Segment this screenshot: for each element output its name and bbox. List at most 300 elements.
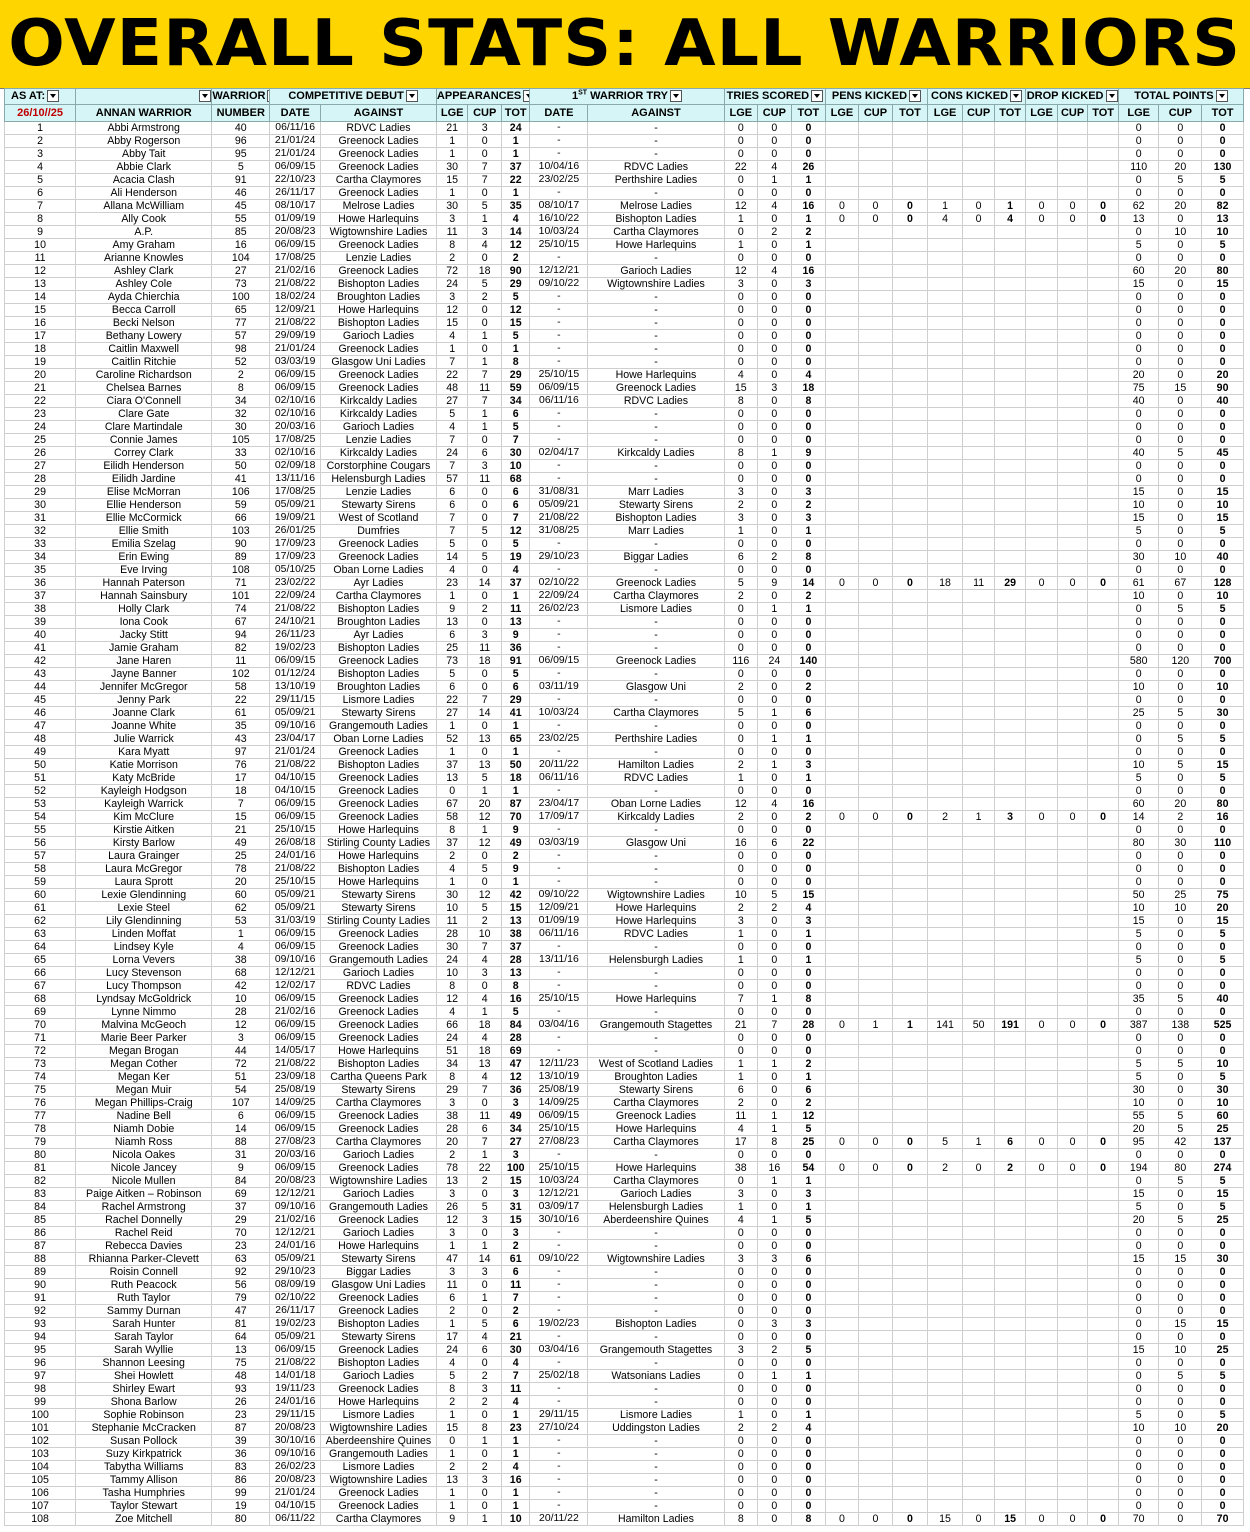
pens-tot-cell[interactable]: 0	[893, 811, 928, 824]
points-tot-cell[interactable]: 20	[1202, 1422, 1244, 1435]
debut-date-cell[interactable]: 05/09/21	[270, 889, 321, 902]
first-try-date-cell[interactable]: 03/09/17	[530, 1201, 588, 1214]
cons-lge-cell[interactable]	[927, 499, 963, 512]
tries-tot-cell[interactable]: 0	[791, 460, 826, 473]
warrior-number-cell[interactable]: 60	[212, 889, 270, 902]
app-lge-cell[interactable]: 51	[436, 1045, 468, 1058]
pens-tot-cell[interactable]: 0	[893, 200, 928, 213]
cons-lge-cell[interactable]: 141	[927, 1019, 963, 1032]
tries-cup-cell[interactable]: 0	[758, 876, 792, 889]
first-try-date-cell[interactable]: 09/10/22	[530, 889, 588, 902]
app-lge-cell[interactable]: 6	[436, 681, 468, 694]
debut-against-cell[interactable]: Broughton Ladies	[321, 291, 437, 304]
first-try-date-cell[interactable]: 03/11/19	[530, 681, 588, 694]
cons-lge-cell[interactable]	[927, 616, 963, 629]
app-tot-cell[interactable]: 9	[501, 824, 529, 837]
debut-against-cell[interactable]: Corstorphine Cougars	[321, 460, 437, 473]
warrior-name-cell[interactable]: Paige Aitken – Robinson	[76, 1188, 212, 1201]
warrior-name-cell[interactable]: Rhianna Parker-Clevett	[76, 1253, 212, 1266]
app-lge-cell[interactable]: 4	[436, 863, 468, 876]
drops-cup-cell[interactable]	[1057, 798, 1087, 811]
drops-cup-cell[interactable]	[1057, 239, 1087, 252]
cons-tot-cell[interactable]	[994, 148, 1026, 161]
pens-tot-cell[interactable]	[893, 304, 928, 317]
pens-lge-cell[interactable]	[826, 1097, 859, 1110]
tries-tot-cell[interactable]: 16	[791, 265, 826, 278]
points-lge-cell[interactable]: 0	[1118, 629, 1159, 642]
debut-date-cell[interactable]: 05/09/21	[270, 707, 321, 720]
cons-lge-cell[interactable]	[927, 967, 963, 980]
warrior-number-cell[interactable]: 49	[212, 837, 270, 850]
app-tot-cell[interactable]: 29	[501, 694, 529, 707]
cons-lge-cell[interactable]	[927, 1175, 963, 1188]
debut-against-cell[interactable]: Cartha Claymores	[321, 1097, 437, 1110]
tries-tot-cell[interactable]: 0	[791, 850, 826, 863]
tries-lge-cell[interactable]: 3	[724, 915, 758, 928]
warrior-name-cell[interactable]: Eve Irving	[76, 564, 212, 577]
drops-cup-cell[interactable]	[1057, 668, 1087, 681]
warrior-name-cell[interactable]: Megan Phillips-Craig	[76, 1097, 212, 1110]
row-index-cell[interactable]: 7	[5, 200, 76, 213]
pens-tot-cell[interactable]	[893, 382, 928, 395]
pens-tot-cell[interactable]	[893, 642, 928, 655]
drops-tot-cell[interactable]	[1088, 759, 1119, 772]
tries-tot-cell[interactable]: 18	[791, 382, 826, 395]
app-tot-cell[interactable]: 5	[501, 668, 529, 681]
drops-tot-cell[interactable]	[1088, 603, 1119, 616]
cons-lge-cell[interactable]	[927, 382, 963, 395]
app-tot-cell[interactable]: 4	[501, 564, 529, 577]
app-tot-cell[interactable]: 5	[501, 421, 529, 434]
drops-lge-cell[interactable]	[1026, 1357, 1058, 1370]
row-index-cell[interactable]: 11	[5, 252, 76, 265]
points-tot-cell[interactable]: 0	[1202, 356, 1244, 369]
drops-lge-cell[interactable]	[1026, 603, 1058, 616]
pens-tot-cell[interactable]	[893, 902, 928, 915]
pens-lge-cell[interactable]	[826, 486, 859, 499]
debut-date-cell[interactable]: 05/10/25	[270, 564, 321, 577]
cons-cup-cell[interactable]	[963, 850, 995, 863]
cons-lge-cell[interactable]	[927, 1084, 963, 1097]
row-index-cell[interactable]: 29	[5, 486, 76, 499]
drops-lge-cell[interactable]	[1026, 954, 1058, 967]
tries-lge-cell[interactable]: 0	[724, 122, 758, 135]
first-try-date-cell[interactable]: -	[530, 785, 588, 798]
row-index-cell[interactable]: 85	[5, 1214, 76, 1227]
tries-tot-cell[interactable]: 1	[791, 1071, 826, 1084]
first-try-against-cell[interactable]: Cartha Claymores	[588, 590, 724, 603]
tries-lge-cell[interactable]: 0	[724, 317, 758, 330]
debut-against-cell[interactable]: Oban Lorne Ladies	[321, 733, 437, 746]
debut-date-cell[interactable]: 19/02/23	[270, 642, 321, 655]
debut-against-cell[interactable]: Bishopton Ladies	[321, 278, 437, 291]
debut-date-cell[interactable]: 20/08/23	[270, 1175, 321, 1188]
cons-cup-cell[interactable]	[963, 148, 995, 161]
warrior-number-cell[interactable]: 11	[212, 655, 270, 668]
pens-tot-cell[interactable]	[893, 785, 928, 798]
first-try-against-cell[interactable]: Garioch Ladies	[588, 1188, 724, 1201]
cons-tot-cell[interactable]	[994, 733, 1026, 746]
points-lge-cell[interactable]: 5	[1118, 928, 1159, 941]
warrior-name-cell[interactable]: Joanne White	[76, 720, 212, 733]
debut-against-cell[interactable]: Howe Harlequins	[321, 1396, 437, 1409]
cons-cup-cell[interactable]	[963, 928, 995, 941]
pens-tot-cell[interactable]	[893, 1292, 928, 1305]
pens-cup-cell[interactable]	[858, 1110, 893, 1123]
drops-lge-cell[interactable]	[1026, 564, 1058, 577]
pens-tot-cell[interactable]	[893, 1422, 928, 1435]
points-cup-cell[interactable]: 0	[1159, 694, 1202, 707]
points-lge-cell[interactable]: 10	[1118, 759, 1159, 772]
debut-date-cell[interactable]: 31/03/19	[270, 915, 321, 928]
tries-lge-cell[interactable]: 0	[724, 876, 758, 889]
cons-cup-cell[interactable]	[963, 1344, 995, 1357]
tries-cup-cell[interactable]: 0	[758, 1240, 792, 1253]
points-cup-cell[interactable]: 0	[1159, 278, 1202, 291]
app-lge-cell[interactable]: 4	[436, 1006, 468, 1019]
points-cup-cell[interactable]: 0	[1159, 850, 1202, 863]
points-lge-cell[interactable]: 387	[1118, 1019, 1159, 1032]
drops-tot-cell[interactable]	[1088, 1188, 1119, 1201]
first-try-date-cell[interactable]: 30/10/16	[530, 1214, 588, 1227]
warrior-number-cell[interactable]: 9	[212, 1162, 270, 1175]
drops-tot-cell[interactable]	[1088, 538, 1119, 551]
app-cup-cell[interactable]: 2	[468, 1396, 502, 1409]
debut-date-cell[interactable]: 29/09/19	[270, 330, 321, 343]
drops-tot-cell[interactable]	[1088, 980, 1119, 993]
row-index-cell[interactable]: 54	[5, 811, 76, 824]
drops-cup-cell[interactable]	[1057, 824, 1087, 837]
points-lge-cell[interactable]: 0	[1118, 1487, 1159, 1500]
debut-against-cell[interactable]: Howe Harlequins	[321, 876, 437, 889]
app-cup-cell[interactable]: 1	[468, 330, 502, 343]
first-try-date-cell[interactable]: 06/11/16	[530, 772, 588, 785]
pens-cup-cell[interactable]: 0	[858, 811, 893, 824]
app-tot-cell[interactable]: 6	[501, 499, 529, 512]
app-tot-cell[interactable]: 6	[501, 1318, 529, 1331]
row-index-cell[interactable]: 73	[5, 1058, 76, 1071]
first-try-against-cell[interactable]: -	[588, 135, 724, 148]
first-try-date-cell[interactable]: 06/09/15	[530, 382, 588, 395]
app-cup-cell[interactable]: 5	[468, 551, 502, 564]
tries-cup-cell[interactable]: 0	[758, 252, 792, 265]
app-cup-cell[interactable]: 14	[468, 1253, 502, 1266]
warrior-number-cell[interactable]: 13	[212, 1344, 270, 1357]
cons-cup-cell[interactable]	[963, 1032, 995, 1045]
app-lge-cell[interactable]: 8	[436, 980, 468, 993]
points-cup-cell[interactable]: 0	[1159, 1487, 1202, 1500]
filter-dropdown-icon[interactable]	[670, 90, 682, 102]
tries-cup-cell[interactable]: 2	[758, 551, 792, 564]
warrior-number-cell[interactable]: 12	[212, 1019, 270, 1032]
tries-cup-cell[interactable]: 0	[758, 148, 792, 161]
app-lge-cell[interactable]: 24	[436, 447, 468, 460]
pens-tot-cell[interactable]	[893, 1279, 928, 1292]
app-cup-cell[interactable]: 1	[468, 421, 502, 434]
points-lge-cell[interactable]: 0	[1118, 187, 1159, 200]
pens-cup-cell[interactable]	[858, 148, 893, 161]
first-try-date-cell[interactable]: 19/02/23	[530, 1318, 588, 1331]
app-cup-cell[interactable]: 3	[468, 226, 502, 239]
points-tot-cell[interactable]: 5	[1202, 1409, 1244, 1422]
tries-cup-cell[interactable]: 0	[758, 863, 792, 876]
points-lge-cell[interactable]: 0	[1118, 603, 1159, 616]
drops-lge-cell[interactable]	[1026, 798, 1058, 811]
cons-cup-cell[interactable]	[963, 694, 995, 707]
tries-cup-cell[interactable]: 2	[758, 902, 792, 915]
tries-lge-cell[interactable]: 1	[724, 928, 758, 941]
filter-dropdown-icon[interactable]	[199, 90, 211, 102]
cons-tot-cell[interactable]	[994, 460, 1026, 473]
drops-cup-cell[interactable]	[1057, 187, 1087, 200]
app-lge-cell[interactable]: 15	[436, 174, 468, 187]
drops-lge-cell[interactable]	[1026, 759, 1058, 772]
cons-cup-cell[interactable]	[963, 1123, 995, 1136]
tries-cup-cell[interactable]: 0	[758, 473, 792, 486]
app-tot-cell[interactable]: 9	[501, 863, 529, 876]
app-tot-cell[interactable]: 36	[501, 642, 529, 655]
drops-cup-cell[interactable]	[1057, 837, 1087, 850]
app-tot-cell[interactable]: 5	[501, 1006, 529, 1019]
drops-tot-cell[interactable]	[1088, 1331, 1119, 1344]
pens-lge-cell[interactable]	[826, 499, 859, 512]
debut-date-cell[interactable]: 21/01/24	[270, 746, 321, 759]
points-lge-cell[interactable]: 0	[1118, 863, 1159, 876]
first-try-against-cell[interactable]: Howe Harlequins	[588, 369, 724, 382]
points-cup-cell[interactable]: 0	[1159, 499, 1202, 512]
first-try-against-cell[interactable]: -	[588, 1266, 724, 1279]
drops-tot-cell[interactable]	[1088, 1461, 1119, 1474]
warrior-number-cell[interactable]: 33	[212, 447, 270, 460]
first-try-date-cell[interactable]: -	[530, 980, 588, 993]
cons-tot-cell[interactable]	[994, 1383, 1026, 1396]
cons-cup-cell[interactable]	[963, 668, 995, 681]
pens-lge-cell[interactable]	[826, 1240, 859, 1253]
pens-tot-cell[interactable]	[893, 603, 928, 616]
tries-lge-cell[interactable]: 0	[724, 564, 758, 577]
row-index-cell[interactable]: 51	[5, 772, 76, 785]
cons-lge-cell[interactable]	[927, 421, 963, 434]
tries-cup-cell[interactable]: 1	[758, 1370, 792, 1383]
points-tot-cell[interactable]: 0	[1202, 187, 1244, 200]
warrior-name-cell[interactable]: Ali Henderson	[76, 187, 212, 200]
pens-cup-cell[interactable]	[858, 720, 893, 733]
row-index-cell[interactable]: 18	[5, 343, 76, 356]
pens-lge-cell[interactable]: 0	[826, 1019, 859, 1032]
cons-cup-cell[interactable]	[963, 1058, 995, 1071]
pens-tot-cell[interactable]	[893, 863, 928, 876]
pens-tot-cell[interactable]	[893, 655, 928, 668]
cons-lge-cell[interactable]	[927, 1292, 963, 1305]
debut-against-cell[interactable]: Garioch Ladies	[321, 967, 437, 980]
points-lge-cell[interactable]: 15	[1118, 1188, 1159, 1201]
cons-lge-cell[interactable]	[927, 1318, 963, 1331]
debut-date-cell[interactable]: 06/09/15	[270, 655, 321, 668]
app-tot-cell[interactable]: 16	[501, 993, 529, 1006]
drops-tot-cell[interactable]	[1088, 668, 1119, 681]
drops-lge-cell[interactable]	[1026, 629, 1058, 642]
app-lge-cell[interactable]: 3	[436, 1227, 468, 1240]
cons-cup-cell[interactable]	[963, 1474, 995, 1487]
app-lge-cell[interactable]: 1	[436, 343, 468, 356]
app-tot-cell[interactable]: 2	[501, 1240, 529, 1253]
first-try-date-cell[interactable]: -	[530, 122, 588, 135]
tries-cup-cell[interactable]: 5	[758, 889, 792, 902]
first-try-against-cell[interactable]: -	[588, 473, 724, 486]
warrior-number-cell[interactable]: 107	[212, 1097, 270, 1110]
first-try-date-cell[interactable]: -	[530, 1032, 588, 1045]
warrior-number-cell[interactable]: 99	[212, 1487, 270, 1500]
points-cup-cell[interactable]: 0	[1159, 525, 1202, 538]
points-cup-cell[interactable]: 0	[1159, 941, 1202, 954]
app-lge-cell[interactable]: 5	[436, 668, 468, 681]
drops-lge-cell[interactable]	[1026, 161, 1058, 174]
tries-tot-cell[interactable]: 0	[791, 1149, 826, 1162]
app-tot-cell[interactable]: 1	[501, 1500, 529, 1513]
first-try-date-cell[interactable]: -	[530, 187, 588, 200]
pens-tot-cell[interactable]	[893, 265, 928, 278]
cons-tot-cell[interactable]	[994, 707, 1026, 720]
debut-date-cell[interactable]: 17/08/25	[270, 486, 321, 499]
debut-date-cell[interactable]: 06/09/15	[270, 1123, 321, 1136]
first-try-date-cell[interactable]: -	[530, 1396, 588, 1409]
debut-date-cell[interactable]: 24/01/16	[270, 1240, 321, 1253]
cons-cup-cell[interactable]	[963, 1461, 995, 1474]
tries-lge-cell[interactable]: 0	[724, 1032, 758, 1045]
debut-against-cell[interactable]: Greenock Ladies	[321, 1019, 437, 1032]
pens-lge-cell[interactable]	[826, 395, 859, 408]
warrior-name-cell[interactable]: Becca Carroll	[76, 304, 212, 317]
points-cup-cell[interactable]: 15	[1159, 1318, 1202, 1331]
points-tot-cell[interactable]: 0	[1202, 1383, 1244, 1396]
drops-tot-cell[interactable]: 0	[1088, 577, 1119, 590]
app-cup-cell[interactable]: 20	[468, 798, 502, 811]
first-try-date-cell[interactable]: 25/10/15	[530, 239, 588, 252]
pens-cup-cell[interactable]	[858, 408, 893, 421]
app-tot-cell[interactable]: 12	[501, 1071, 529, 1084]
tries-tot-cell[interactable]: 3	[791, 1318, 826, 1331]
app-lge-cell[interactable]: 1	[436, 1500, 468, 1513]
app-lge-cell[interactable]: 9	[436, 1513, 468, 1526]
app-lge-cell[interactable]: 13	[436, 772, 468, 785]
row-index-cell[interactable]: 76	[5, 1097, 76, 1110]
app-cup-cell[interactable]: 0	[468, 1357, 502, 1370]
tries-lge-cell[interactable]: 0	[724, 187, 758, 200]
pens-tot-cell[interactable]	[893, 122, 928, 135]
app-tot-cell[interactable]: 42	[501, 889, 529, 902]
debut-date-cell[interactable]: 25/10/15	[270, 824, 321, 837]
debut-date-cell[interactable]: 12/12/21	[270, 967, 321, 980]
points-lge-cell[interactable]: 0	[1118, 1279, 1159, 1292]
cons-cup-cell[interactable]	[963, 304, 995, 317]
drops-cup-cell[interactable]	[1057, 1474, 1087, 1487]
row-index-cell[interactable]: 55	[5, 824, 76, 837]
drops-tot-cell[interactable]	[1088, 824, 1119, 837]
pens-cup-cell[interactable]	[858, 499, 893, 512]
cons-tot-cell[interactable]	[994, 1071, 1026, 1084]
points-cup-cell[interactable]: 10	[1159, 226, 1202, 239]
drops-tot-cell[interactable]: 0	[1088, 200, 1119, 213]
cons-lge-cell[interactable]	[927, 1474, 963, 1487]
app-cup-cell[interactable]: 3	[468, 1266, 502, 1279]
tries-tot-cell[interactable]: 1	[791, 928, 826, 941]
warrior-number-cell[interactable]: 41	[212, 473, 270, 486]
first-try-date-cell[interactable]: -	[530, 252, 588, 265]
first-try-against-cell[interactable]: Bishopton Ladies	[588, 512, 724, 525]
cons-tot-cell[interactable]	[994, 993, 1026, 1006]
first-try-date-cell[interactable]: 03/04/16	[530, 1344, 588, 1357]
points-cup-cell[interactable]: 0	[1159, 772, 1202, 785]
app-cup-cell[interactable]: 0	[468, 252, 502, 265]
tries-cup-cell[interactable]: 0	[758, 356, 792, 369]
cons-lge-cell[interactable]	[927, 824, 963, 837]
warrior-name-cell[interactable]: Suzy Kirkpatrick	[76, 1448, 212, 1461]
pens-tot-cell[interactable]	[893, 291, 928, 304]
points-lge-cell[interactable]: 15	[1118, 278, 1159, 291]
drops-tot-cell[interactable]	[1088, 512, 1119, 525]
app-cup-cell[interactable]: 2	[468, 1370, 502, 1383]
cons-cup-cell[interactable]	[963, 447, 995, 460]
debut-date-cell[interactable]: 02/10/16	[270, 395, 321, 408]
pens-lge-cell[interactable]	[826, 681, 859, 694]
points-lge-cell[interactable]: 55	[1118, 1110, 1159, 1123]
cons-tot-cell[interactable]	[994, 1097, 1026, 1110]
tries-cup-cell[interactable]: 2	[758, 1422, 792, 1435]
points-tot-cell[interactable]: 0	[1202, 1045, 1244, 1058]
pens-lge-cell[interactable]	[826, 460, 859, 473]
points-cup-cell[interactable]: 0	[1159, 1500, 1202, 1513]
tries-cup-cell[interactable]: 0	[758, 694, 792, 707]
tries-cup-cell[interactable]: 0	[758, 395, 792, 408]
cons-tot-cell[interactable]	[994, 369, 1026, 382]
app-lge-cell[interactable]: 30	[436, 941, 468, 954]
tries-tot-cell[interactable]: 54	[791, 1162, 826, 1175]
pens-cup-cell[interactable]	[858, 1097, 893, 1110]
drops-cup-cell[interactable]	[1057, 941, 1087, 954]
row-index-cell[interactable]: 46	[5, 707, 76, 720]
pens-tot-cell[interactable]: 0	[893, 1162, 928, 1175]
pens-tot-cell[interactable]	[893, 551, 928, 564]
debut-date-cell[interactable]: 17/09/23	[270, 538, 321, 551]
drops-tot-cell[interactable]	[1088, 1370, 1119, 1383]
points-tot-cell[interactable]: 10	[1202, 1097, 1244, 1110]
cons-lge-cell[interactable]	[927, 1110, 963, 1123]
tries-tot-cell[interactable]: 0	[791, 1279, 826, 1292]
tries-lge-cell[interactable]: 0	[724, 1435, 758, 1448]
drops-lge-cell[interactable]: 0	[1026, 1513, 1058, 1526]
warrior-name-cell[interactable]: Lyndsay McGoldrick	[76, 993, 212, 1006]
row-index-cell[interactable]: 8	[5, 213, 76, 226]
debut-against-cell[interactable]: Greenock Ladies	[321, 1292, 437, 1305]
first-try-date-cell[interactable]: 01/09/19	[530, 915, 588, 928]
tries-lge-cell[interactable]: 0	[724, 1305, 758, 1318]
tries-lge-cell[interactable]: 7	[724, 993, 758, 1006]
pens-tot-cell[interactable]	[893, 850, 928, 863]
cons-lge-cell[interactable]	[927, 317, 963, 330]
app-lge-cell[interactable]: 30	[436, 161, 468, 174]
points-tot-cell[interactable]: 5	[1202, 1370, 1244, 1383]
tries-tot-cell[interactable]: 1	[791, 1409, 826, 1422]
tries-tot-cell[interactable]: 0	[791, 1357, 826, 1370]
debut-against-cell[interactable]: RDVC Ladies	[321, 122, 437, 135]
drops-lge-cell[interactable]	[1026, 889, 1058, 902]
warrior-number-cell[interactable]: 70	[212, 1227, 270, 1240]
first-try-against-cell[interactable]: -	[588, 148, 724, 161]
pens-cup-cell[interactable]	[858, 434, 893, 447]
warrior-number-cell[interactable]: 39	[212, 1435, 270, 1448]
cons-cup-cell[interactable]	[963, 1227, 995, 1240]
app-cup-cell[interactable]: 1	[468, 824, 502, 837]
